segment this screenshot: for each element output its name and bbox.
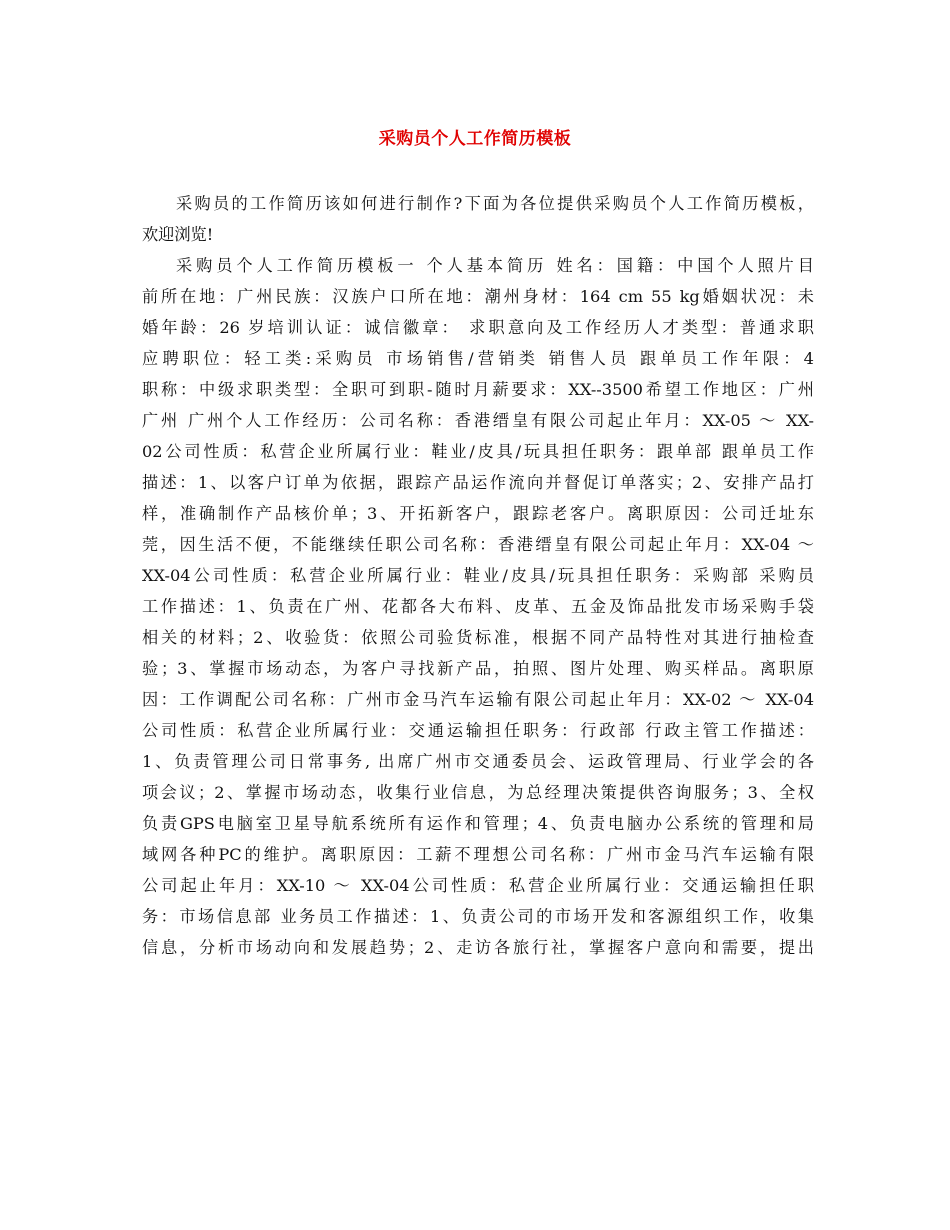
body-line-18: 公司性质：私营企业所属行业：交通运输担任职务：行政部 行政主管工作描述： [142, 721, 814, 740]
document-body [142, 188, 814, 963]
body-line-5: 婚年龄：26 岁培训认证：诚信徽章： 求职意向及工作经历人才类型：普通求职 [142, 318, 814, 337]
document-title: 采购员个人工作简历模板 [378, 129, 572, 149]
body-line-14: 工作描述：1、负责在广州、花都各大布料、皮革、五金及饰品批发市场采购手袋 [142, 597, 814, 616]
body-line-23: 公司起止年月：XX-10 ～ XX-04公司性质：私营企业所属行业：交通运输担任职 [142, 876, 814, 895]
body-line-2: 欢迎浏览! [142, 225, 214, 244]
body-line-19: 1、负责管理公司日常事务, 出席广州市交通委员会、运政管理局、行业学会的各 [142, 752, 814, 771]
body-line-1: 采购员的工作简历该如何进行制作?下面为各位提供采购员个人工作简历模板， [176, 194, 814, 213]
body-line-25: 信息，分析市场动向和发展趋势；2、走访各旅行社，掌握客户意向和需要，提出 [142, 938, 814, 957]
body-line-3: 采购员个人工作简历模板一 个人基本简历 姓名：国籍：中国个人照片目 [176, 256, 814, 275]
body-line-15: 相关的材料；2、收验货：依照公司验货标准，根据不同产品特性对其进行抽检查 [142, 628, 814, 647]
body-line-7: 职称：中级求职类型：全职可到职-随时月薪要求：XX--3500希望工作地区：广州 [142, 380, 814, 399]
body-line-13: XX-04公司性质：私营企业所属行业：鞋业/皮具/玩具担任职务：采购部 采购员 [142, 566, 814, 585]
body-line-4: 前所在地：广州民族：汉族户口所在地：潮州身材：164 cm 55 kg婚姻状况：未 [142, 287, 814, 306]
body-line-16: 验；3、掌握市场动态，为客户寻找新产品，拍照、图片处理、购买样品。离职原 [142, 659, 814, 678]
body-line-21: 负责GPS电脑室卫星导航系统所有运作和管理；4、负责电脑办公系统的管理和局 [142, 814, 814, 833]
body-line-17: 因：工作调配公司名称：广州市金马汽车运输有限公司起止年月：XX-02 ～ XX-04 [142, 690, 814, 709]
body-line-20: 项会议；2、掌握市场动态，收集行业信息，为总经理决策提供咨询服务；3、全权 [142, 783, 814, 802]
body-line-8: 广州 广州个人工作经历：公司名称：香港缙皇有限公司起止年月：XX-05 ～ XX- [142, 411, 814, 430]
body-line-6: 应聘职位：轻工类:采购员 市场销售/营销类 销售人员 跟单员工作年限：4 [142, 349, 814, 368]
body-line-10: 描述：1、以客户订单为依据，跟踪产品运作流向并督促订单落实；2、安排产品打 [142, 473, 814, 492]
body-line-11: 样，准确制作产品核价单；3、开拓新客户，跟踪老客户。离职原因：公司迁址东 [142, 504, 814, 523]
body-line-24: 务：市场信息部 业务员工作描述：1、负责公司的市场开发和客源组织工作，收集 [142, 907, 814, 926]
body-line-9: 02公司性质：私营企业所属行业：鞋业/皮具/玩具担任职务：跟单部 跟单员工作 [142, 442, 814, 461]
body-line-22: 域网各种PC的维护。离职原因：工薪不理想公司名称：广州市金马汽车运输有限 [142, 845, 814, 864]
body-line-12: 莞，因生活不便，不能继续任职公司名称：香港缙皇有限公司起止年月：XX-04 ～ [142, 535, 814, 554]
